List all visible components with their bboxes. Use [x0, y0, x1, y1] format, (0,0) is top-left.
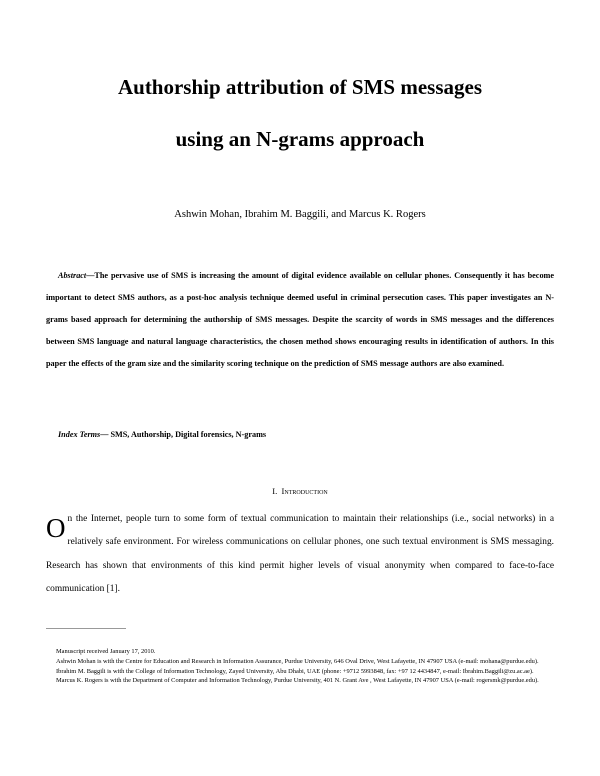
- drop-cap: O: [46, 513, 66, 543]
- introduction-text: n the Internet, people turn to some form of textual communication to maintain their relationships (i.e., social networks) in a relatively safe environment. For wireless communications on cellular phones, one such textual environment is SMS messaging. Research has shown that environments of this kind permit higher levels of visual anonymity when compared to face-to-face communication [1].: [46, 514, 554, 595]
- footnote-author-rogers: Marcus K. Rogers is with the Department of Computer and Information Technology, Purdue University, 401 N. Grant Ave , West Lafayette, IN 47907 USA (e-mail: rogersmk@purdue.edu).: [56, 677, 539, 685]
- footnotes: [46, 647, 556, 686]
- author-list: Ashwin Mohan, Ibrahim M. Baggili, and Marcus K. Rogers: [174, 209, 426, 220]
- index-terms-text: — SMS, Authorship, Digital forensics, N-grams: [100, 430, 267, 439]
- introduction-paragraph: [46, 508, 554, 602]
- index-terms: [58, 430, 266, 439]
- footnote-author-mohan: Ashwin Mohan is with the Centre for Education and Research in Information Assurance, Purdue University, 646 Oval Drive, West Lafayette, IN 47907 USA (e-mail: mohana@purdue.edu).: [56, 657, 539, 665]
- section-number: I.: [272, 486, 278, 496]
- footnote-received: Manuscript received January 17, 2010.: [56, 648, 156, 655]
- footnote-divider: [46, 628, 126, 629]
- paper-title-line-2: using an N-grams approach: [175, 127, 425, 151]
- abstract-label: Abstract: [58, 271, 87, 280]
- section-title: Introduction: [281, 486, 328, 496]
- footnote-author-baggili: Ibrahim M. Baggili is with the College of Information Technology, Zayed University, Abu Dhabi, UAE (phone: +9712 5993848, fax: +97 12 4434847, e-mail: Ibrahim.Baggili@zu.ac.ae).: [56, 667, 534, 675]
- abstract: [46, 265, 554, 375]
- section-heading: [0, 486, 600, 496]
- paper-title-line-1: Authorship attribution of SMS messages: [117, 75, 483, 99]
- index-terms-label: Index Terms: [58, 430, 101, 439]
- abstract-text: —The pervasive use of SMS is increasing the amount of digital evidence available on cellular phones. Consequently it has become important to detect SMS authors, as a post-hoc analysis technique deemed useful in criminal persecution cases. This paper investigates an N-grams based approach for determining the authorship of SMS messages. Despite the scarcity of words in SMS messages and the differences between SMS language and natural language characteristics, the chosen method shows encouraging results in identification of authors. In this paper the effects of the gram size and the similarity scoring technique on the prediction of SMS message authors are also examined.: [46, 271, 554, 368]
